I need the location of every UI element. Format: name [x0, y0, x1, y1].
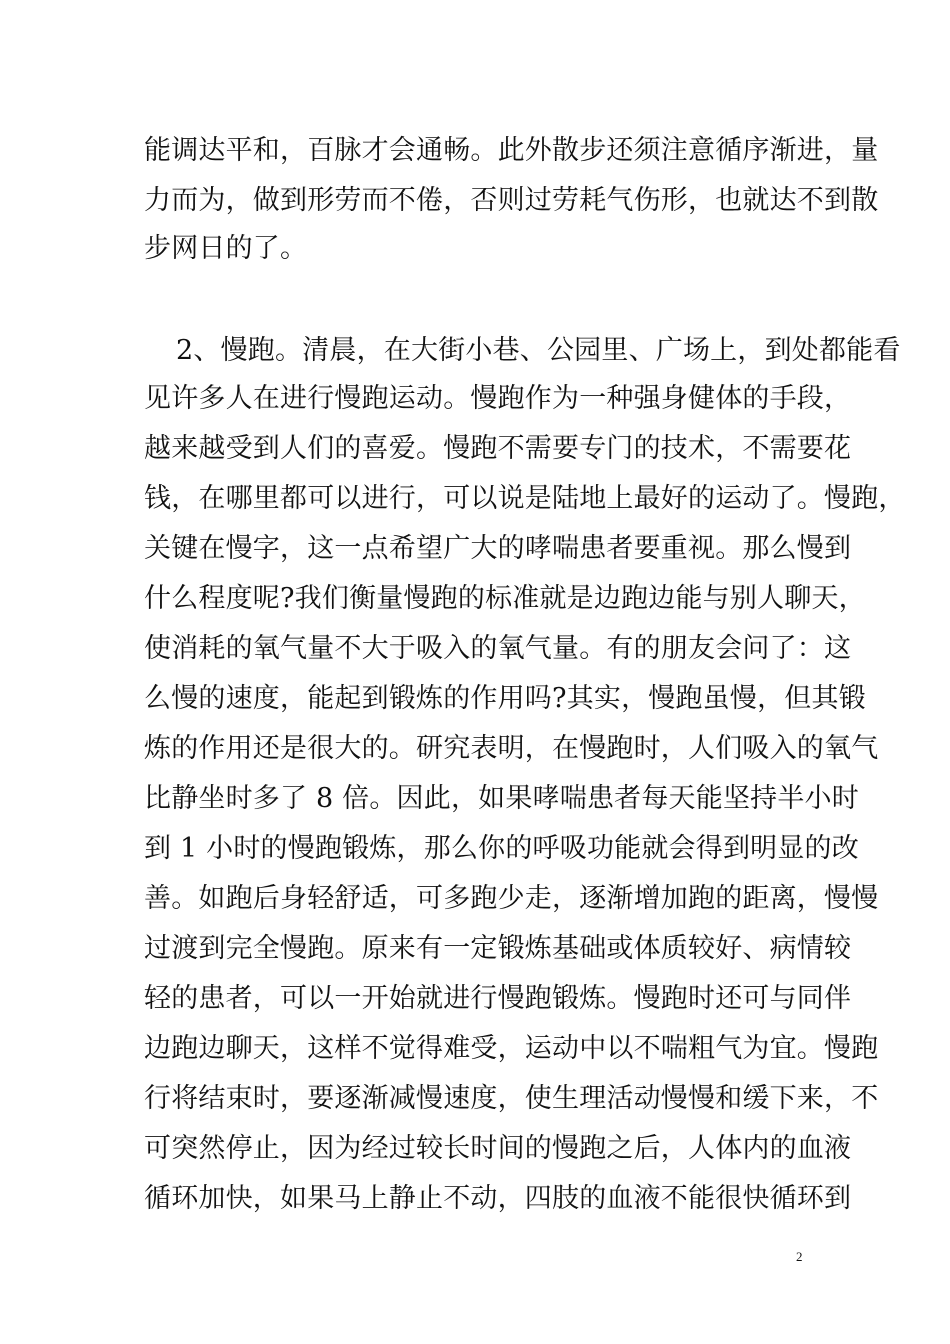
text-line: 善。如跑后身轻舒适，可多跑少走，逐渐增加跑的距离，慢慢	[144, 883, 879, 914]
text-line: 见许多人在进行慢跑运动。慢跑作为一种强身健体的手段，	[144, 383, 852, 414]
text-line: 么慢的速度，能起到锻炼的作用吗?其实，慢跑虽慢，但其锻	[144, 683, 866, 714]
text-line: 越来越受到人们的喜爱。慢跑不需要专门的技术，不需要花	[144, 433, 852, 464]
text-line: 可突然停止，因为经过较长时间的慢跑之后，人体内的血液	[144, 1133, 852, 1164]
text-line: 比静坐时多了 8 倍。因此，如果哮喘患者每天能坚持半小时	[144, 783, 859, 814]
text-line: 循环加快，如果马上静止不动，四肢的血液不能很快循环到	[144, 1183, 852, 1214]
text-line: 炼的作用还是很大的。研究表明，在慢跑时，人们吸入的氧气	[144, 733, 879, 764]
paragraph-first-line: 2、慢跑。清晨，在大街小巷、公园里、广场上，到处都能看	[176, 335, 901, 366]
text-line: 步网日的了。	[144, 233, 308, 264]
text-line: 边跑边聊天，这样不觉得难受，运动中以不喘粗气为宜。慢跑	[144, 1033, 879, 1064]
text-line: 关键在慢字，这一点希望广大的哮喘患者要重视。那么慢到	[144, 533, 852, 564]
text-line: 力而为，做到形劳而不倦，否则过劳耗气伤形，也就达不到散	[144, 185, 879, 216]
text-line: 轻的患者，可以一开始就进行慢跑锻炼。慢跑时还可与同伴	[144, 983, 852, 1014]
text-line: 到 1 小时的慢跑锻炼，那么你的呼吸功能就会得到明显的改	[144, 833, 859, 864]
text-line: 过渡到完全慢跑。原来有一定锻炼基础或体质较好、病情较	[144, 933, 852, 964]
text-line: 能调达平和，百脉才会通畅。此外散步还须注意循序渐进，量	[144, 135, 879, 166]
text-line: 使消耗的氧气量不大于吸入的氧气量。有的朋友会问了：这	[144, 633, 852, 664]
text-line: 钱，在哪里都可以进行，可以说是陆地上最好的运动了。慢跑，	[144, 483, 906, 514]
text-line: 什么程度呢?我们衡量慢跑的标准就是边跑边能与别人聊天，	[144, 583, 866, 614]
page-number: 2	[796, 1249, 803, 1264]
text-line: 行将结束时，要逐渐减慢速度，使生理活动慢慢和缓下来，不	[144, 1083, 879, 1114]
